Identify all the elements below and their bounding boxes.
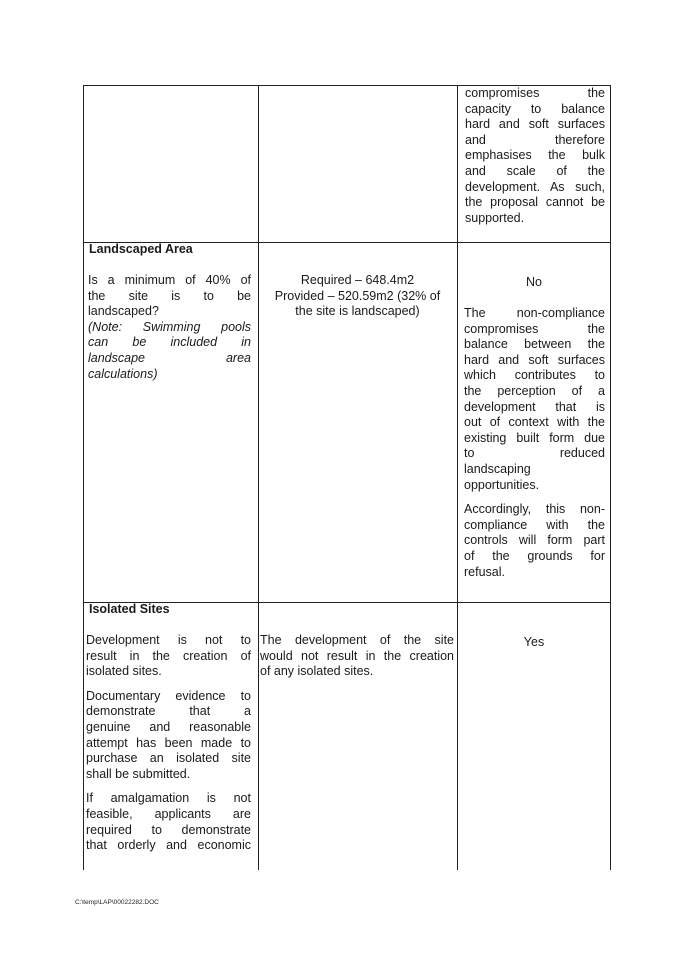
text-line: and scale of the [465,163,605,178]
text-line: existing built form due [464,430,605,445]
text-line: Required – 648.4m2 [300,273,415,287]
text-line: and therefore [465,132,605,147]
text-line: shall be submitted. [86,766,191,781]
text-line: refusal. [464,564,505,579]
isolated-proposal [260,633,454,680]
landscaped-compliance: No [526,275,542,289]
text-line: isolated sites. [86,664,162,679]
text-line: out of context with the [464,415,605,430]
text-line: purchase an isolated site [86,751,251,766]
text-line: can be included in [88,335,251,350]
section-heading-landscaped-area: Landscaped Area [89,242,193,256]
table-border-left [83,85,84,870]
text-line: compromises the [464,321,605,336]
text-line: attempt has been made to [86,735,251,750]
text-line: of any isolated sites. [260,664,374,679]
landscaped-assessment [464,306,605,580]
isolated-compliance: Yes [523,635,545,649]
text-line: Development is not to [86,633,251,647]
text-line: If amalgamation is not [86,791,251,806]
text-line: that orderly and economic [86,838,251,853]
text-line: the perception of a [464,383,605,398]
text-line: the site is landscaped) [295,304,420,319]
text-line: The non-compliance [464,306,605,320]
text-line: The development of the site [260,633,454,647]
text-line: result in the creation of [86,648,251,663]
text-line: balance between the [464,337,605,352]
text-line: supported. [465,210,525,225]
text-line: (Note: Swimming pools [88,319,251,334]
table-border-right [610,85,611,870]
assessment-table [83,85,611,870]
text-line: Accordingly, this non- [464,502,605,517]
text-line: capacity to balance [465,101,605,116]
text-line: feasible, applicants are [86,806,251,821]
text-line: Provided – 520.59m2 (32% of [274,288,441,303]
text-line: would not result in the creation [260,648,454,663]
text-line: which contributes to [464,368,605,383]
text-line: to reduced [464,446,605,461]
landscaped-proposal [261,273,454,320]
text-line: genuine and reasonable [86,719,251,734]
text-line: hard and soft surfaces [464,352,605,367]
text-line: landscaped? [88,304,159,319]
text-line: required to demonstrate [86,822,251,837]
text-line: the proposal cannot be [465,195,605,210]
text-line: emphasises the bulk [465,148,605,163]
text-line: demonstrate that a [86,704,251,719]
text-line: calculations) [88,366,158,381]
text-line: controls will form part [464,533,605,548]
column-divider [258,85,259,870]
document-path-footer: C:\temp\LAP\00022282.DOC [75,899,159,906]
text-line: the site is to be [88,288,251,303]
text-line: opportunities. [464,477,540,492]
isolated-control [86,633,251,854]
row1-assessment [465,86,605,226]
section-heading-isolated-sites: Isolated Sites [89,602,170,616]
text-line: of the grounds for [464,548,605,563]
text-line: development that is [464,399,605,414]
column-divider [457,85,458,870]
text-line: Is a minimum of 40% of [88,273,251,287]
text-line: landscaping [464,461,531,476]
text-line: compliance with the [464,517,605,532]
text-line: development. As such, [465,179,605,194]
text-line: landscape area [88,350,251,365]
text-line: compromises the [465,86,605,100]
text-line: hard and soft surfaces [465,117,605,132]
text-line: Documentary evidence to [86,688,251,703]
landscaped-control [88,273,251,382]
